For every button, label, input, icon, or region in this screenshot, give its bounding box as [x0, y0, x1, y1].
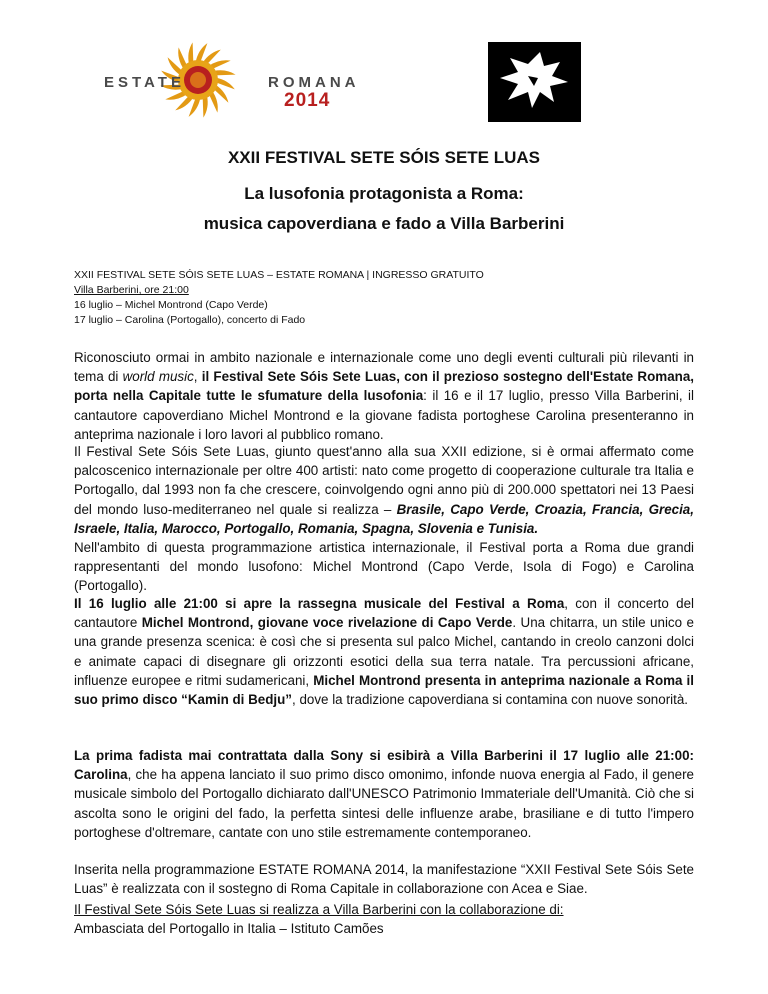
- p1-italic: world music: [122, 369, 194, 385]
- subtitle-line-2: musica capoverdiana e fado a Villa Barberini: [203, 214, 565, 233]
- p4-text-b: , che ha appena lanciato il suo primo disco omonimo, infonde nuova energia al Fado, il genere musicale simbolo del Portogallo dichiarato dall'UNESCO Patrimonio Immateriale dell'Umanità. Ciò che si ascolta sono le origini del fado, la perfetta sintesi delle influenze arabe, brasiliane e di tutto l'impero portoghese d'oltremare, cantate con uno stile estremamente contemporaneo.: [74, 767, 694, 840]
- subtitle-line-1: La lusofonia protagonista a Roma:: [244, 184, 524, 203]
- paragraph-1: [74, 348, 694, 444]
- info-line-4: 17 luglio – Carolina (Portogallo), concerto di Fado: [74, 314, 306, 326]
- p3-text-b: , con il concerto del cantautore: [74, 596, 694, 631]
- p1-text-e: : il 16 e il 17 luglio, presso Villa Barberini, il cantautore capoverdiano Michel Montrond e la giovane fadista portoghese Carolina presenteranno in anteprima nazionale i loro lavori al pubblico romano.: [74, 388, 695, 442]
- event-info: [74, 268, 694, 328]
- paragraph-5: [74, 860, 694, 898]
- p3-bold-c: Michel Montrond, giovane voce rivelazione di Capo Verde: [141, 615, 513, 631]
- estate-romana-logo: [104, 40, 364, 120]
- p5-text: Inserita nella programmazione ESTATE ROMANA 2014, la manifestazione “XXII Festival Sete Sóis Sete Luas” è realizzata con il sostegno di Roma Capitale in collaborazione con Acea e Siae.: [74, 862, 694, 897]
- p3-text-d: . Una chitarra, un stile unico e una grande presenza scenica: è così che si presenta sul palco Michel, cantando in creolo canzoni dolci e animate capaci di disegnare gli orizzonti esotici della sua terra natale. Tra percussioni africane, influenze europee e ritmi sudamericani,: [74, 615, 694, 688]
- paragraph-6: [74, 900, 694, 938]
- p3-bold-e: Michel Montrond presenta in anteprima nazionale a Roma il suo primo disco “Kamin di Bedju”: [74, 672, 694, 708]
- paragraph-2: [74, 442, 694, 596]
- p4-bold-a: La prima fadista mai contrattata dalla Sony si esibirà a Villa Barberini il 17 luglio alle 21:00: Carolina: [74, 748, 694, 783]
- collaboration-heading: Il Festival Sete Sóis Sete Luas si realizza a Villa Barberini con la collaborazione di:: [74, 902, 564, 917]
- collaboration-line: Ambasciata del Portogallo in Italia – Istituto Camões: [74, 921, 384, 937]
- p1-text-a: Riconosciuto ormai in ambito nazionale e internazionale come uno degli eventi culturali più rilevanti in tema di: [74, 350, 694, 385]
- festival-title: XXII FESTIVAL SETE SÓIS SETE LUAS: [227, 148, 541, 167]
- p2-text-a: Il Festival Sete Sóis Sete Luas, giunto quest'anno alla sua XXII edizione, si è ormai affermato come palcoscenico internazionale per oltre 400 artisti: nato come progetto di cooperazione culturale tra Italia e Portogallo, dal 1993 non fa che crescere, coinvolgendo ogni anno più di 200.000 spettatori nei 13 Paesi del mondo luso-mediterraneo nel quale si realizza –: [74, 444, 694, 517]
- info-line-3: 16 luglio – Michel Montrond (Capo Verde): [74, 299, 268, 311]
- info-line-2: Villa Barberini, ore 21:00: [74, 284, 189, 296]
- logo-year: 2014: [284, 90, 331, 111]
- p3-text-f: , dove la tradizione capoverdiana si contamina con nuove sonorità.: [292, 692, 689, 708]
- info-line-1: XXII FESTIVAL SETE SÓIS SETE LUAS – ESTATE ROMANA | INGRESSO GRATUITO: [74, 269, 484, 281]
- p2-text-c: Nell'ambito di questa programmazione artistica internazionale, il Festival porta a Roma due grandi rappresentanti del mondo lusofono: Michel Montrond (Capo Verde, Isola di Fogo) e Carolina (Portogallo).: [74, 540, 694, 594]
- paragraph-4: [74, 746, 694, 842]
- p2-countries: Brasile, Capo Verde, Croazia, Francia, Grecia, Israele, Italia, Marocco, Portogallo, Romania, Spagna, Slovenia e Tunisia.: [74, 501, 694, 536]
- paragraph-3: [74, 594, 694, 709]
- p3-bold-a: Il 16 luglio alle 21:00 si apre la rassegna musicale del Festival a Roma: [74, 596, 565, 611]
- seven-suns-logo-icon: [488, 42, 581, 122]
- p1-text-c: ,: [193, 369, 202, 385]
- p1-bold: il Festival Sete Sóis Sete Luas, con il prezioso sostegno dell'Estate Romana, porta nella Capitale tutte le sfumature della lusofonia: [74, 369, 694, 404]
- romana-word: ROMANA: [268, 74, 360, 91]
- estate-word: ESTATE: [104, 74, 185, 91]
